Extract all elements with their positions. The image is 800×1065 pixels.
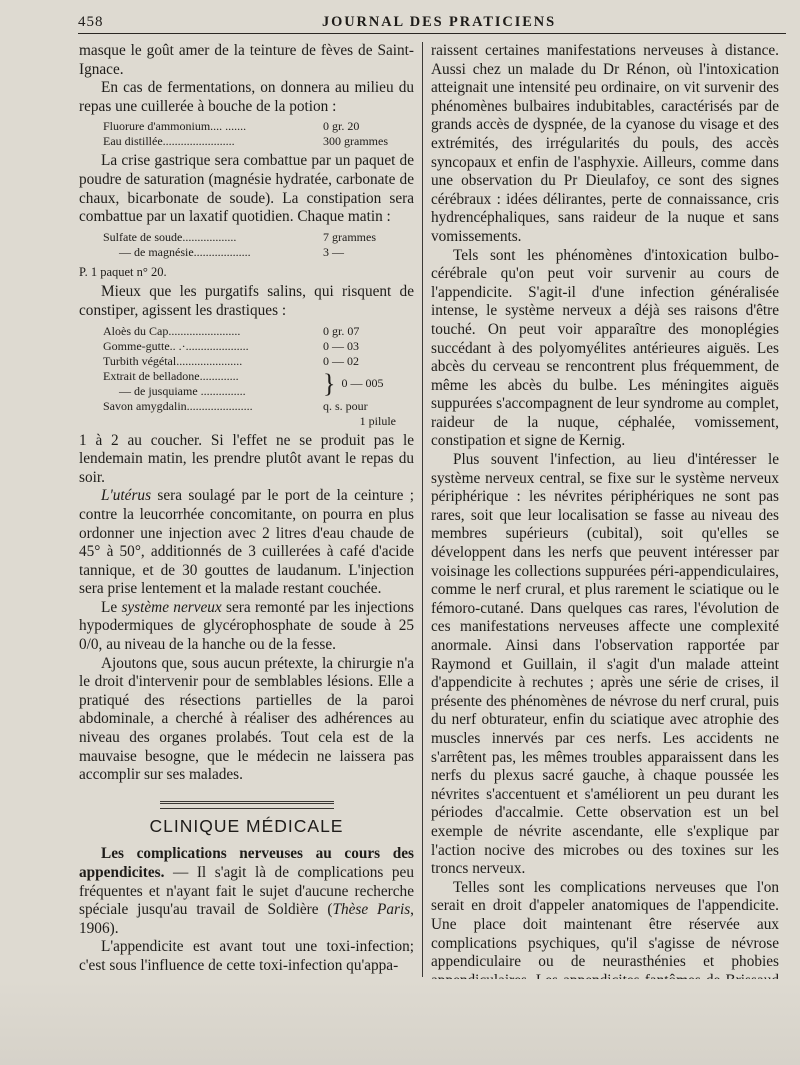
section-separator xyxy=(160,801,334,809)
paragraph-text: , 1906). xyxy=(79,901,414,937)
dose: 0 — 02 xyxy=(323,353,359,368)
page-number: 458 xyxy=(78,14,104,30)
paragraph: masque le goût amer de la teinture de fèves de Saint-Ignace. xyxy=(79,42,414,78)
paragraph: Tels sont les phénomènes d'intoxication bulbo-cérébrale qu'on peut voir survenir au cours de l'appendicite. S'agit-il d'une infection généralisée intense, le système nerveux a déjà ses raisons d'être touché. On peut voir apparaître des monoplégies succédant à des polyomyélites antérieures aiguës. Les abcès du cerveau se rencontrent plus fréquemment, de même les abcès du bulbe. Les méningites aiguës suppurées s'accompagnent de leur syndrome au complet, raideur de la nuque, céphalée, vomissement, constipation et signe de Kernig. xyxy=(431,246,779,450)
left-column xyxy=(79,42,414,976)
prescription-line xyxy=(103,119,414,134)
dose: 3 — xyxy=(323,244,344,259)
citation: Thèse Paris xyxy=(332,901,411,919)
paragraph: L'appendicite est avant tout une toxi-infection; c'est sous l'influence de cette toxi-infection qu'appa- xyxy=(79,938,414,974)
paragraph: raissent certaines manifestations nerveuses à distance. Aussi chez un malade du Dr Rénon, où l'intoxication atteignait une intensité peu ordinaire, on vit survenir des phénomènes bulbaires indubitables, caractérisés par de grands accès de dyspnée, de la cyanose du visage et des extrémités, des irrégularités du pouls, des accès syncopaux et enfin de l'asphyxie. Ailleurs, comme dans une observation du Pr Dieulafoy, ce sont des signes cérébraux : idées délirantes, perte de connaissance, cris hydrencéphaliques, sans raideur de la nuque et sans vomissements. xyxy=(431,42,779,245)
paragraph: En cas de fermentations, on donnera au milieu du repas une cuillerée à bouche de la potion : xyxy=(79,79,414,115)
prescription-line xyxy=(103,354,414,369)
prescription-pills xyxy=(103,324,414,429)
ingredient: Sulfate de soude.................. xyxy=(103,229,237,244)
ingredient: Extrait de belladone............. xyxy=(103,368,239,383)
prescription-line xyxy=(103,399,414,414)
prescription-line xyxy=(103,324,414,339)
ingredient: Aloès du Cap........................ xyxy=(103,323,241,338)
dose: 1 pilule xyxy=(359,413,396,428)
prescription-line xyxy=(103,339,414,354)
ingredient: Turbith végétal...................... xyxy=(103,353,243,368)
paragraph-text: — Il s'agit là de complications peu fréquentes et n'ayant fait le sujet d'aucune recherche spéciale jusqu'au travail de Soldière ( xyxy=(79,864,414,919)
prescription-line xyxy=(103,245,414,260)
dose: 0 gr. 07 xyxy=(323,323,360,338)
ingredient: Eau distillée........................ xyxy=(103,134,235,149)
ingredient: Fluorure d'ammonium.... ....... xyxy=(103,119,247,134)
ingredient: — de magnésie................... xyxy=(119,244,251,259)
paragraph: Mieux que les purgatifs salins, qui risquent de constiper, agissent les drastiques : xyxy=(79,283,414,319)
prescription-laxative xyxy=(103,230,414,260)
dose: q. s. pour xyxy=(323,398,368,413)
header-rule xyxy=(78,33,786,34)
ingredient: Gomme-gutte.. .·..................... xyxy=(103,338,249,353)
paragraph: 1 à 2 au coucher. Si l'effet ne se produit pas le lendemain matin, les prendre plutôt avant le repas du soir. xyxy=(79,431,414,486)
ingredient: Savon amygdalin...................... xyxy=(103,398,253,413)
paragraph: La crise gastrique sera combattue par un paquet de poudre de saturation (magnésie hydratée, carbonate de chaux, bicarbonate de soude). La constipation sera combattue par un laxatif quotidien. Chaque matin : xyxy=(79,152,414,226)
dose: 7 grammes xyxy=(323,229,376,244)
emphasis: système nerveux xyxy=(121,598,222,616)
dose: 0 — 03 xyxy=(323,338,359,353)
prescription-line xyxy=(103,230,414,245)
paragraph-text: Le xyxy=(101,598,122,616)
prescription-note: P. 1 paquet n° 20. xyxy=(79,264,167,279)
dose: 0 — 005 xyxy=(341,376,384,391)
prescription-potion xyxy=(103,119,414,149)
article-title: Les complications nerveuses au cours des appendicites. xyxy=(79,845,414,881)
dose: 300 grammes xyxy=(323,134,388,149)
brace-glyph: } xyxy=(323,368,336,398)
paragraph xyxy=(79,599,414,655)
paragraph-text: sera remonté par les injections hypodermiques de glycérophosphate de soude à 25 0/0, au niveau de la hanche ou de la fesse. xyxy=(79,598,414,654)
paragraph: Ajoutons que, sous aucun prétexte, la chirurgie n'a le droit d'intervenir pour de semblables lésions. Elle a pratiqué des résections partielles de la paroi abdominale, a cherché à réaliser des adhérences au niveau des organes prolabés. Tout cela est de la mauvaise besogne, que le médecin ne laissera pas accomplir sur ses malades. xyxy=(79,654,414,784)
paragraph: Plus souvent l'infection, au lieu d'intéresser le système nerveux central, se fixe sur le système nerveux périphérique : les névrites périphériques ne sont pas rares, soit que leur localisation se fasse au niveau des membres supérieurs (cubital), soit qu'elles se développent dans les nerfs que peuvent intéresser par voisinage les collections suppurées péri-appendiculaires, comme le nerf crural, et plus rarement le sciatique ou le fémoro-cutané. Dans quelques cas rares, l'évolution de ces manifestations nerveuses affecte une complexité anormale. Ainsi dans l'observation rapportée par Raymond et Guillain, il s'agit d'un malade atteint d'appendicite à rechutes ; après une série de crises, il présente des phénomènes de névrose du nerf crural, puis du nerf obturateur, enfin du sciatique avec atrophie des muscles innervés par ces nerfs. Les accidents ne s'arrêtent pas, les mêmes troubles apparaissent dans les nerfs du plexus sacré gauche, à chaque poussée les névrites s'accentuent et s'améliorent un peu durant les périodes d'accalmie. Cette observation est un bel exemple de névrite ascendante, elle s'explique par l'action nocive des microbes ou des toxines sur les troncs nerveux. xyxy=(431,451,779,878)
article-lead-paragraph xyxy=(79,845,414,938)
paragraph-text: sera soulagé par le port de la ceinture ; contre la leucorrhée concomitante, on pourra en plus ordonner une injection avec 2 litres d'eau chaude de 45° à 50°, additionnés de 3 cuillerées à café d'acide tannique, et de 30 gouttes de laudanum. L'injection sera prise lentement et la malade restant couchée. xyxy=(79,487,414,598)
column-divider xyxy=(422,42,423,977)
emphasis: L'utérus xyxy=(101,487,152,505)
running-title: JOURNAL DES PRATICIENS xyxy=(322,14,557,30)
section-heading: CLINIQUE MÉDICALE xyxy=(149,815,344,836)
page-bottom-margin xyxy=(0,979,800,1065)
ingredient: — de jusquiame ............... xyxy=(119,383,246,398)
prescription-line xyxy=(103,134,414,149)
dose: 0 gr. 20 xyxy=(323,119,360,134)
paragraph xyxy=(79,487,414,599)
right-column xyxy=(431,42,779,1065)
prescription-brace-group xyxy=(103,369,414,399)
paragraph: Telles sont les complications nerveuses que l'on serait en droit d'appeler anatomiques de l'appendicite. Une place doit maintenant être réservée aux complications psychiques, qu'il s'agisse de névrose appendiculaire ou de neurasthénies et phobies xyxy=(431,878,779,971)
